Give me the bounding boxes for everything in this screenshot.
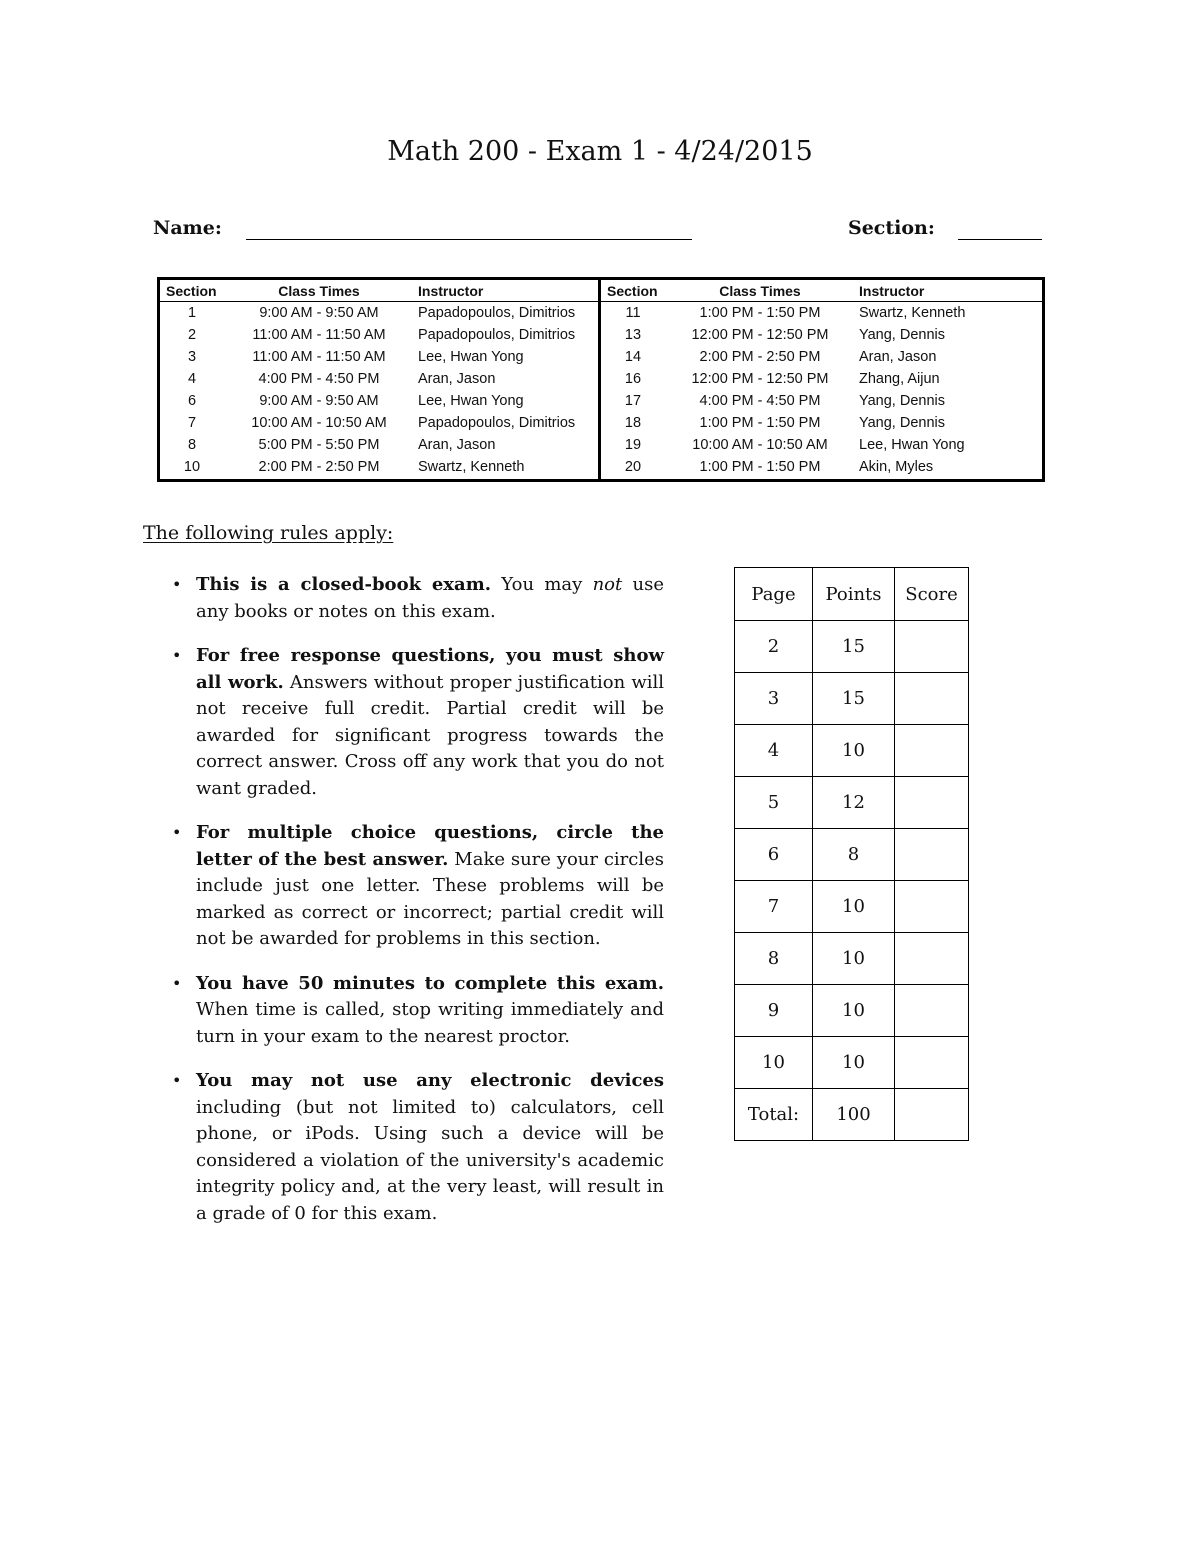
schedule-row: [601, 456, 1042, 478]
page-number: 8: [735, 933, 813, 985]
rules-list: [170, 572, 664, 1245]
schedule-row: [160, 456, 598, 478]
schedule-row: [601, 412, 1042, 434]
rule-item: [170, 1068, 664, 1227]
section-number: 20: [624, 459, 642, 475]
points-value: 100: [813, 1089, 895, 1141]
section-number: 4: [187, 371, 197, 387]
page-number: Total:: [735, 1089, 813, 1141]
score-header-cell: Score: [895, 568, 969, 621]
instructor-name: Swartz, Kenneth: [859, 305, 966, 321]
rule-emphasis: You have 50 minutes to complete this exam.: [196, 972, 664, 994]
schedule-row: [160, 324, 598, 346]
page-number: 5: [735, 777, 813, 829]
schedule-row: [160, 302, 598, 324]
points-value: 8: [813, 829, 895, 881]
rule-item: [170, 643, 664, 802]
instructor-name: Yang, Dennis: [859, 393, 945, 409]
schedule-header-cell: Section: [607, 282, 658, 299]
instructor-name: Papadopoulos, Dimitrios: [418, 327, 576, 343]
points-value: 12: [813, 777, 895, 829]
schedule-row: [160, 412, 598, 434]
bullet-icon: •: [172, 823, 182, 842]
score-cell[interactable]: [895, 881, 969, 933]
score-row: [735, 777, 969, 829]
page-number: 3: [735, 673, 813, 725]
rule-text: Make sure your circles include just one letter. These problems will be marked as correct or incorrect; partial credit will not be awarded for problems in this section.: [196, 848, 664, 949]
section-number: 11: [625, 305, 641, 321]
score-row: [735, 881, 969, 933]
section-number: 17: [624, 393, 642, 409]
class-time: 10:00 AM - 10:50 AM: [692, 437, 828, 453]
bullet-icon: •: [172, 575, 182, 594]
section-number: 8: [187, 437, 197, 453]
class-time: 4:00 PM - 4:50 PM: [699, 393, 821, 409]
schedule-row: [601, 302, 1042, 324]
instructor-name: Lee, Hwan Yong: [859, 437, 965, 453]
section-number: 10: [183, 459, 201, 475]
points-value: 10: [813, 725, 895, 777]
schedule-row: [601, 324, 1042, 346]
class-time: 1:00 PM - 1:50 PM: [699, 305, 821, 321]
class-time: 2:00 PM - 2:50 PM: [699, 349, 821, 365]
class-time: 12:00 PM - 12:50 PM: [691, 371, 829, 387]
schedule-row: [160, 368, 598, 390]
points-value: 10: [813, 933, 895, 985]
points-value: 10: [813, 881, 895, 933]
points-value: 10: [813, 985, 895, 1037]
page-number: 7: [735, 881, 813, 933]
instructor-name: Yang, Dennis: [859, 415, 945, 431]
instructor-name: Zhang, Aijun: [859, 371, 940, 387]
rule-italic: not: [592, 574, 623, 595]
rule-emphasis: For multiple choice questions, circle the letter of the best answer.: [196, 822, 664, 870]
score-row: [735, 1089, 969, 1141]
instructor-name: Aran, Jason: [859, 349, 937, 365]
page-number: 9: [735, 985, 813, 1037]
class-time: 11:00 AM - 11:50 AM: [252, 349, 386, 365]
rule-text: use any books or notes on this exam.: [196, 574, 664, 622]
schedule-header-cell: Instructor: [859, 282, 925, 299]
schedule-row: [601, 368, 1042, 390]
class-time: 4:00 PM - 4:50 PM: [258, 371, 380, 387]
score-row: [735, 829, 969, 881]
section-number: 2: [187, 327, 197, 343]
score-cell[interactable]: [895, 673, 969, 725]
class-time: 5:00 PM - 5:50 PM: [258, 437, 380, 453]
bullet-icon: •: [172, 646, 182, 665]
exam-title: Math 200 - Exam 1 - 4/24/2015: [387, 136, 813, 167]
instructor-name: Swartz, Kenneth: [418, 459, 525, 475]
bullet-icon: •: [172, 973, 182, 993]
section-label: Section:: [848, 217, 935, 239]
instructor-name: Papadopoulos, Dimitrios: [418, 415, 576, 431]
points-value: 15: [813, 621, 895, 673]
class-time: 12:00 PM - 12:50 PM: [691, 327, 829, 343]
rule-item: [170, 572, 664, 625]
score-row: [735, 933, 969, 985]
instructor-name: Yang, Dennis: [859, 327, 945, 343]
section-number: 19: [624, 437, 642, 453]
rule-emphasis: You may not use any electronic devices: [196, 1070, 664, 1091]
rule-emphasis: For free response questions, you must show all work.: [196, 645, 664, 693]
name-label: Name:: [153, 217, 222, 239]
section-number: 18: [624, 415, 642, 431]
section-field[interactable]: [958, 239, 1042, 240]
rules-heading: The following rules apply:: [143, 522, 394, 544]
score-header-row: [735, 568, 969, 621]
score-row: [735, 725, 969, 777]
class-time: 2:00 PM - 2:50 PM: [258, 459, 380, 475]
rule-text: You may: [491, 574, 593, 595]
section-schedule-table: [157, 277, 1045, 482]
section-number: 6: [187, 393, 197, 409]
schedule-row: [160, 346, 598, 368]
rule-text: When time is called, stop writing immediately and turn in your exam to the nearest proctor.: [196, 999, 664, 1047]
rule-text: including (but not limited to) calculators, cell phone, or iPods. Using such a device will be considered a violation of the university's academic integrity policy and, at the very least, will result in a grade of 0 for this exam.: [196, 1096, 664, 1224]
score-cell[interactable]: [895, 829, 969, 881]
schedule-header-row: [601, 280, 1042, 302]
rule-item: [170, 820, 664, 953]
rule-item: [170, 971, 664, 1051]
instructor-name: Akin, Myles: [859, 459, 934, 475]
section-number: 14: [624, 349, 642, 365]
score-cell[interactable]: [895, 933, 969, 985]
page-number: 6: [735, 829, 813, 881]
instructor-name: Aran, Jason: [418, 437, 496, 453]
score-cell[interactable]: [895, 621, 969, 673]
section-number: 1: [187, 305, 197, 321]
class-time: 1:00 PM - 1:50 PM: [699, 459, 821, 475]
instructor-name: Lee, Hwan Yong: [418, 349, 524, 365]
points-value: 10: [813, 1037, 895, 1089]
class-time: 9:00 AM - 9:50 AM: [259, 393, 379, 409]
schedule-header-cell: Instructor: [418, 282, 484, 299]
section-number: 3: [187, 349, 197, 365]
score-row: [735, 1037, 969, 1089]
rule-text: Answers without proper justification will not receive full credit. Partial credit will be awarded for significant progress towards the correct answer. Cross off any work that you do not want graded.: [196, 671, 664, 799]
schedule-row: [601, 390, 1042, 412]
score-row: [735, 673, 969, 725]
score-cell[interactable]: [895, 1037, 969, 1089]
rule-emphasis: This is a closed-book exam.: [196, 574, 492, 595]
class-time: 9:00 AM - 9:50 AM: [259, 305, 379, 321]
schedule-left-half: [160, 280, 601, 479]
score-header-cell: Points: [813, 568, 895, 621]
class-time: 11:00 AM - 11:50 AM: [252, 327, 386, 343]
score-cell[interactable]: [895, 985, 969, 1037]
schedule-header-row: [160, 280, 598, 302]
section-number: 16: [624, 371, 642, 387]
instructor-name: Lee, Hwan Yong: [418, 393, 524, 409]
schedule-row: [601, 346, 1042, 368]
instructor-name: Aran, Jason: [418, 371, 496, 387]
schedule-row: [160, 390, 598, 412]
class-time: 10:00 AM - 10:50 AM: [251, 415, 387, 431]
section-number: 13: [624, 327, 642, 343]
schedule-row: [160, 434, 598, 456]
schedule-header-cell: Class Times: [719, 282, 801, 299]
schedule-right-half: [601, 280, 1042, 479]
name-field[interactable]: [246, 239, 692, 240]
score-cell[interactable]: [895, 725, 969, 777]
score-cell[interactable]: [895, 1089, 969, 1141]
class-time: 1:00 PM - 1:50 PM: [699, 415, 821, 431]
page-number: 2: [735, 621, 813, 673]
section-number: 7: [187, 415, 197, 431]
score-table: [734, 567, 969, 1141]
score-cell[interactable]: [895, 777, 969, 829]
score-header-cell: Page: [735, 568, 813, 621]
bullet-icon: •: [172, 1071, 182, 1090]
instructor-name: Papadopoulos, Dimitrios: [418, 305, 576, 321]
score-row: [735, 621, 969, 673]
schedule-header-cell: Class Times: [278, 282, 360, 299]
schedule-row: [601, 434, 1042, 456]
page-number: 10: [735, 1037, 813, 1089]
schedule-header-cell: Section: [166, 282, 217, 299]
page-number: 4: [735, 725, 813, 777]
score-row: [735, 985, 969, 1037]
points-value: 15: [813, 673, 895, 725]
